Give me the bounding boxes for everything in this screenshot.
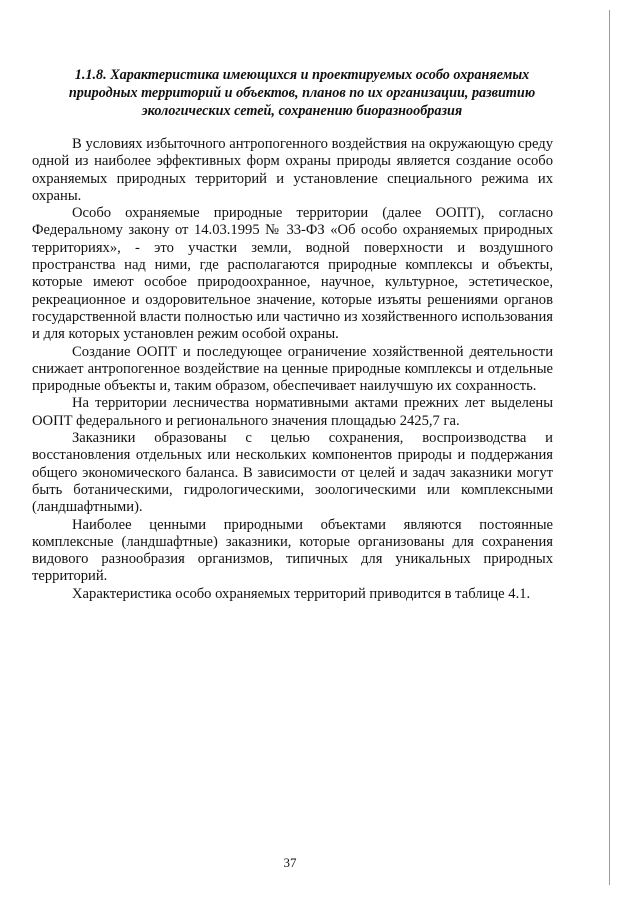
- paragraph-reserves: Заказники образованы с целью сохранения, воспроизводства и восстановления отдельных или нескольких компонентов природы и поддержания общего экономического баланса. В зависимости от целей и задач заказники могут быть ботаническими, гидрологическими, зоологическими или комплексными (ландшафтными).: [32, 430, 553, 516]
- heading-line-2: природных территорий и объектов, планов по их организации, развитию: [68, 85, 536, 101]
- paragraph-definition: Особо охраняемые природные территории (далее ООПТ), согласно Федеральному закону от 14.03.1995 № 33-ФЗ «Об особо охраняемых природных территориях», - это участки земли, водной поверхности и воздушного пространства над ними, где располагаются природные комплексы и объекты, которые имеют особое природоохранное, научное, культурное, эстетическое, рекреационное и оздоровительное значение, которые изъяты решениями органов государственной власти полностью или частично из хозяйственного использования и для которых установлен режим особой охраны.: [32, 205, 553, 343]
- paragraph-table-reference: Характеристика особо охраняемых территорий приводится в таблице 4.1.: [72, 585, 531, 602]
- section-heading: [38, 66, 566, 120]
- paragraph-valuable-objects: Наиболее ценными природными объектами являются постоянные комплексные (ландшафтные) заказники, которые организованы для сохранения видового разнообразия организмов, типичных для уникальных природных территорий.: [32, 516, 553, 585]
- paragraph-creation: Создание ООПТ и последующее ограничение хозяйственной деятельности снижает антропогенное воздействие на ценные природные комплексы и отдельные природные объекты и, таким образом, обеспечивает наилучшую их сохранность.: [32, 343, 553, 395]
- paragraph-area: На территории лесничества нормативными актами прежних лет выделены ООПТ федерального и регионального значения площадью 2425,7 га.: [32, 395, 553, 429]
- body-text: [32, 136, 553, 603]
- paragraph-intro: В условиях избыточного антропогенного воздействия на окружающую среду одной из наиболее эффективных форм охраны природы является создание особо охраняемых природных территорий и установление специального режима их охраны.: [32, 136, 553, 204]
- scan-edge-line: [609, 10, 610, 885]
- heading-line-1: 1.1.8. Характеристика имеющихся и проектируемых особо охраняемых: [74, 67, 530, 83]
- page-number: 37: [283, 855, 297, 870]
- heading-line-3: экологических сетей, сохранению биоразнообразия: [141, 103, 463, 119]
